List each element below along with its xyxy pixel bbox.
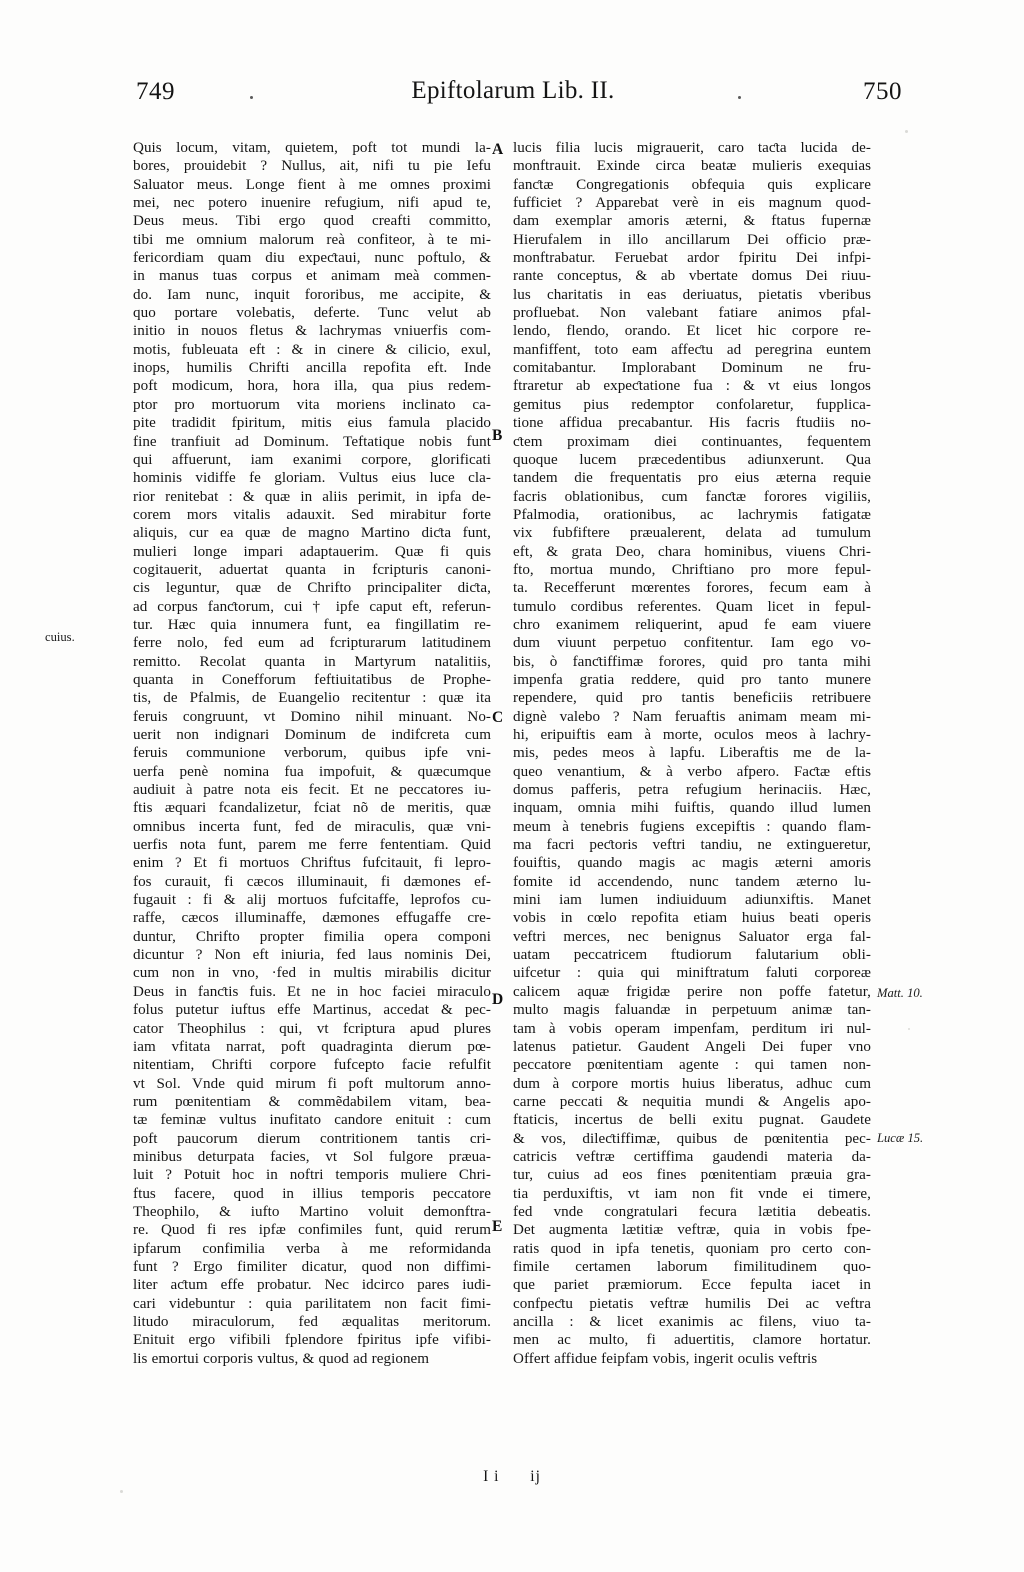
- text-line: comitabantur. Implorabant Dominum ne fru-: [513, 360, 871, 377]
- margin-note-matthew: Matt. 10.: [877, 986, 923, 1000]
- text-line: ancilla : & licet exanimis ac filens, viuo ta-: [513, 1314, 871, 1330]
- text-line: uerfis nota funt, parem me ferre fententiam. Quid: [133, 837, 491, 854]
- text-line: fufficiet ? Apparebat verè in eis magnum quod-: [513, 195, 871, 212]
- text-line: tur, cuius ad eos fines pœnitentiam præuia gra-: [513, 1167, 871, 1184]
- text-line: do. Iam nunc, inquit fororibus, me accipite, &: [133, 286, 491, 303]
- text-line: mini iam lumen indiuiduum adiunxiftis. Manet: [513, 892, 871, 909]
- text-line: manfiffent, toto eam affeƈtu ad peregrina euntem: [513, 341, 871, 358]
- text-line: rante conceptus, & ab vbertate domus Dei riuu-: [513, 268, 871, 285]
- margin-note-left: cuius.: [45, 630, 75, 644]
- text-line: monftrauit. Exinde circa beatæ mulieris exequias: [513, 158, 871, 175]
- text-line: uifcetur : quia qui miniftratum faluti corporeæ: [513, 965, 871, 982]
- signature-mark-left: I i: [483, 1468, 500, 1485]
- text-line: ferre nolo, fed eum ad fcripturarum latitudinem: [133, 635, 491, 652]
- text-line: tis, de Pfalmis, de Euangelio recitentur : quæ ita: [133, 690, 491, 707]
- text-line: eft, & grata Deo, chara hominibus, viuens Chri-: [513, 543, 871, 560]
- text-line: corem mors vitalis adauxit. Sed mirabitur forte: [133, 506, 491, 523]
- text-line: liter aƈtum effe probatur. Nec idcirco pares iudi-: [133, 1277, 491, 1294]
- text-line: ratis quod in ipfa tenetis, quoniam pro certo con-: [513, 1240, 871, 1257]
- text-line: impenfa gratia reddere, quid pro tanto munere: [513, 671, 871, 688]
- text-line: lendo, flendo, orando. Et licet hic corpore re-: [513, 323, 871, 340]
- text-line: fed vnde congratulari fecura lætitia debeatis.: [513, 1203, 871, 1220]
- text-line: iam vfitata narrat, poft quadraginta dierum pœ-: [133, 1038, 491, 1055]
- text-line: fto, mortua mundo, Chriftiano pro more fepul-: [513, 561, 871, 578]
- text-line: dum à corpore mortis huius liberatus, adhuc cum: [513, 1075, 871, 1092]
- text-line: fos curauit, fi cæcos illuminauit, fi dæmones ef-: [133, 873, 491, 890]
- text-line: inquam, omnia mihi fuiftis, quando illud lumen: [513, 800, 871, 817]
- text-line: inops, humilis Chrifti ancilla repofita eft. Inde: [133, 360, 491, 377]
- folio-number-right: 750: [863, 78, 902, 105]
- text-line: remitto. Recolat quanta in Martyrum natalitiis,: [133, 653, 491, 670]
- text-line: chro exanimem reliquerint, apud fe eam viuere: [513, 616, 871, 633]
- folio-number-left: 749: [136, 78, 175, 105]
- text-line: fomite id accendendo, nunc tandem æterno lu-: [513, 873, 871, 890]
- running-head: [118, 74, 908, 114]
- head-ornament-dot-right: [738, 96, 741, 99]
- text-line: Det augmenta lætitiæ veftræ, quia in vobis fpe-: [513, 1222, 871, 1239]
- text-line: latenus patietur. Gaudent Angeli Dei fuper vno: [513, 1038, 871, 1055]
- text-line: Deus meus. Tibi ergo quod creafti committo,: [133, 213, 491, 230]
- section-letter-c: C: [492, 709, 504, 726]
- text-line: confpeƈtu pietatis veftræ humilis Dei ac veftra: [513, 1295, 871, 1312]
- column-right-body: [513, 139, 871, 1368]
- text-line: ftus facere, quod in illius temporis peccatore: [133, 1185, 491, 1202]
- section-letter-d: D: [492, 991, 504, 1008]
- text-line: Quis locum, vitam, quietem, poft tot mundi la-: [133, 140, 491, 156]
- text-line: bis, ò fanƈtiffimæ forores, quid pro tanta mihi: [513, 653, 871, 670]
- page-title: Epiftolarum Lib. II.: [411, 77, 615, 104]
- text-line: ad corpus fanƈtorum, cui † ipfe caput eft, referun-: [133, 598, 491, 615]
- text-line: fanƈtæ Congregationis obfequia quis explicare: [513, 176, 871, 193]
- column-left-body: [133, 139, 491, 1368]
- head-ornament-dot-left: [250, 96, 253, 99]
- text-column-right: [513, 139, 871, 1368]
- text-line: fine tranfiuit ad Dominum. Teftatique nobis funt: [133, 433, 491, 450]
- text-line: meum à tenebris fugiens excepiftis : quando flam-: [513, 818, 871, 835]
- text-line: enim ? Et fi mortuos Chriftus fufcitauit, fi lepro-: [133, 855, 491, 872]
- text-line: ta. Recefferunt mœrentes forores, fecum eam à: [513, 580, 871, 597]
- text-line: vt Sol. Vnde quid mirum fi poft multorum anno-: [133, 1075, 491, 1092]
- text-line: lis emortui corporis vultus, & quod ad regionem: [133, 1350, 430, 1367]
- text-line: hi, eripuiftis eam à morte, oculos meos à lachry-: [513, 727, 871, 743]
- text-line: carne peccati & nequitia mundi & Angelis apo-: [513, 1093, 871, 1110]
- section-letter-b: B: [492, 427, 503, 444]
- scan-speck: [120, 1490, 123, 1493]
- scan-speck: [905, 130, 908, 133]
- text-line: funt ? Ergo fimiliter dicatur, quod non diffimi-: [133, 1258, 491, 1275]
- text-line: uerit non indignari Dominum de indifcreta cum: [133, 727, 491, 743]
- section-letter-e: E: [492, 1218, 503, 1235]
- text-line: lucis filia lucis migrauerit, caro taƈta lucida de-: [513, 140, 871, 156]
- text-line: raffe, cæcos illuminaffe, dæmones effugaffe cre-: [133, 910, 491, 927]
- text-line: poft modicum, hora, hora illa, qua pius redem-: [133, 378, 491, 395]
- text-line: cogitauerit, aduertat quanta in fcripturis canoni-: [133, 561, 491, 578]
- text-column-left: [133, 139, 491, 1368]
- text-line: Deus in fanƈtis fuis. Et ne in hoc faciei miraculo: [133, 983, 491, 1000]
- text-line: monftrabatur. Feruebat ardor fpiritu Dei infpi-: [513, 250, 871, 267]
- text-line: & vos, dileƈtiffimæ, quibus de pœnitentia pec-: [513, 1130, 871, 1147]
- text-line: luit ? Potuit hoc in noftri temporis muliere Chri-: [133, 1167, 491, 1184]
- text-line: domus pafferis, petra refugium herinaciis. Hæc,: [513, 782, 871, 799]
- text-line: cis leguntur, quæ de Chrifto principaliter diƈta,: [133, 580, 491, 597]
- text-line: Enituit ergo vifibili fplendore fpiritus ipfe vifibi-: [133, 1332, 491, 1349]
- text-line: uatam peccatricem ftudiorum falutarium obli-: [513, 947, 871, 964]
- text-line: duntur, Chrifto propter fimilia opera componi: [133, 928, 491, 945]
- text-line: cum non in vno, ·fed in multis mirabilis dicitur: [133, 965, 491, 982]
- signature-mark-right: ij: [530, 1468, 541, 1485]
- text-line: quanta in Conefforum feftiuitatibus de Prophe-: [133, 671, 491, 688]
- text-line: queo venantium, & à verbo afpero. Faƈtæ eftis: [513, 763, 871, 780]
- text-line: audiuit à patre nota eis fecit. Et ne peccatores iu-: [133, 782, 491, 799]
- text-line: calicem aquæ frigidæ perire non poffe fatetur,: [513, 983, 871, 1000]
- text-line: tibi me omnium malorum reà confiteor, à te mi-: [133, 231, 491, 248]
- page-footer: [0, 1468, 1024, 1486]
- section-letter-a: A: [492, 141, 504, 158]
- text-line: ptor pro mortuorum vita moriens inclinato ca-: [133, 396, 491, 413]
- text-line: facris oblationibus, cum fanƈtæ forores vigiliis,: [513, 488, 871, 505]
- text-line: litudo miraculorum, fed æqualitas meritorum.: [133, 1314, 491, 1330]
- text-line: tia perduxiftis, vt iam non fit vnde ei timere,: [513, 1185, 871, 1202]
- text-line: motis, fubleuata eft : & in cinere & cilicio, exul,: [133, 341, 491, 358]
- text-line: uerfa penè nomina fua impofuit, & quæcumque: [133, 763, 491, 780]
- text-line: gemitus pius redemptor confolaretur, fupplica-: [513, 396, 871, 413]
- text-line: Hierufalem in illo ancillarum Dei officio præ-: [513, 231, 871, 248]
- text-line: feruis congruunt, vt Domino nihil minuant. No-: [133, 708, 491, 725]
- text-line: veftri merces, nec benignus Saluator erga fal-: [513, 928, 871, 945]
- text-line: poft paucorum dierum contritionem tantis cri-: [133, 1130, 491, 1147]
- text-line: minibus deturpata facies, vt Sol fulgore præua-: [133, 1148, 491, 1165]
- text-line: ftis æquari fcandalizetur, fciat nõ de meritis, quæ: [133, 800, 491, 817]
- margin-note-luke: Lucæ 15.: [877, 1131, 924, 1145]
- text-line: dum viuunt perpetuo confitentur. Iam ego vo-: [513, 635, 871, 652]
- text-line: ipfarum confimilia verba à me reformidanda: [133, 1240, 491, 1257]
- text-line: mis, pedes meos à lapfu. Liberaftis me de la-: [513, 745, 871, 762]
- text-line: dignè valebo ? Nam feruaftis animam meam mi-: [513, 708, 871, 725]
- text-line: fouiftis, quando magis ac magis æterni amoris: [513, 855, 871, 872]
- scan-speck: [908, 1028, 910, 1030]
- text-line: Saluator meus. Longe fient à me omnes proximi: [133, 176, 491, 193]
- text-line: tur. Hæc quia innumera funt, ea fingillatim re-: [133, 616, 491, 633]
- text-line: catricis veftræ certiffima gaudendi materia da-: [513, 1148, 871, 1165]
- text-line: quo portare volebatis, deferte. Tunc velut ab: [133, 305, 491, 322]
- text-line: feruis communione verborum, quibus ipfe vni-: [133, 745, 491, 762]
- text-line: tandem die frequentatis pro eius æterna requie: [513, 470, 871, 487]
- text-line: cator Theophilus : qui, vt fcriptura apud plures: [133, 1020, 491, 1037]
- text-line: tumulo cordibus referentes. Quam licet in fepul-: [513, 598, 871, 615]
- text-line: profluebat. Non valebant fatiare animos pfal-: [513, 305, 871, 322]
- text-line: bores, prouidebit ? Nullus, ait, nifi tu pie Iefu: [133, 158, 491, 175]
- text-line: mei, nec potero inuenire refugium, nifi apud te,: [133, 195, 491, 212]
- text-line: vobis in cœlo repofita etiam huius beati operis: [513, 910, 871, 927]
- text-line: initio in nouos fletus & lachrymas vniuerfis com-: [133, 323, 491, 340]
- text-line: tæ feminæ vultus inufitato candore enituit : cum: [133, 1112, 491, 1129]
- text-line: fugauit : fi & alij mortuos fufcitaffe, leprofos cu-: [133, 892, 491, 909]
- text-line: tione affidua precabantur. His facris ftudiis no-: [513, 415, 871, 432]
- text-line: in manus tuas corpus et animam meà commen-: [133, 268, 491, 285]
- text-line: ƈtem proximam diei continuantes, fequentem: [513, 433, 871, 450]
- text-line: cari videbuntur : quia parilitatem non facit fimi-: [133, 1295, 491, 1312]
- text-line: peccatore pœnitentiam agente : qui tamen non-: [513, 1057, 871, 1074]
- text-line: nitentiam, Chrifti corpore fufcepto facie refulfit: [133, 1057, 491, 1074]
- text-line: quoque lucem præcedentibus adiunxerunt. Qua: [513, 451, 871, 468]
- text-line: men ac multo, fi aduertitis, clamore hortatur.: [513, 1332, 871, 1349]
- text-line: Theophilo, & iufto Martino voluit demonftra-: [133, 1203, 491, 1220]
- text-line: mulieri longe impari adaptauerim. Quæ fi quis: [133, 543, 491, 560]
- text-line: Pfalmodia, orationibus, ac lachrymis fatigatæ: [513, 506, 871, 523]
- text-line: tam à vobis operam impenfam, perditum iri nul-: [513, 1020, 871, 1037]
- text-line: omnibus incerta funt, fed de miraculis, quæ vni-: [133, 818, 491, 835]
- text-line: re. Quod fi res ipfæ confimiles funt, quid rerum: [133, 1222, 491, 1239]
- text-line: qui affuerunt, iam exanimi corpore, glorificati: [133, 451, 491, 468]
- text-line: dicuntur ? Non eft iniuria, fed laus nominis Dei,: [133, 947, 491, 964]
- text-line: Offert affidue feipfam vobis, ingerit oculis veftris: [513, 1350, 818, 1367]
- text-line: folus putetur iuftus effe Martinus, accedat & pec-: [133, 1002, 491, 1019]
- text-line: ma facri peƈtoris veftri tandiu, ne extingueretur,: [513, 837, 871, 854]
- text-line: pite tradidit fpiritum, mitis eius famula placido: [133, 415, 491, 432]
- text-line: fericordiam quam diu expeƈtaui, nunc poftulo, &: [133, 250, 491, 267]
- text-line: ftaticis, incertus de belli exitu pugnat. Gaudete: [513, 1112, 871, 1129]
- text-line: aliquis, cur ea quæ de magno Martino diƈta funt,: [133, 525, 491, 542]
- text-line: ftraretur ab expeƈtatione fua : & vt eius longos: [513, 378, 871, 395]
- text-line: rum pœnitentiam & commẽdabilem vitam, bea-: [133, 1093, 491, 1110]
- text-line: multo magis faluandæ in perpetuum animæ tan-: [513, 1002, 871, 1019]
- text-line: hominis vidiffe fe gloriam. Vultus eius luce cla-: [133, 470, 491, 487]
- text-line: dam exemplar amoris æterni, & ftatus fupernæ: [513, 213, 871, 230]
- text-line: rependere, quid pro tantis beneficiis retribuere: [513, 690, 871, 707]
- text-line: lus charitatis in eas deriuatus, pietatis vberibus: [513, 286, 871, 303]
- text-line: fimile certamen laborum fimilitudinem quo-: [513, 1258, 871, 1275]
- text-line: vix fubfiftere præualerent, delata ad tumulum: [513, 525, 871, 542]
- text-line: rior renitebat : & quæ in aliis perimit, in ipfa de-: [133, 488, 491, 505]
- text-line: que pariet præmiorum. Ecce fepulta iacet in: [513, 1277, 871, 1294]
